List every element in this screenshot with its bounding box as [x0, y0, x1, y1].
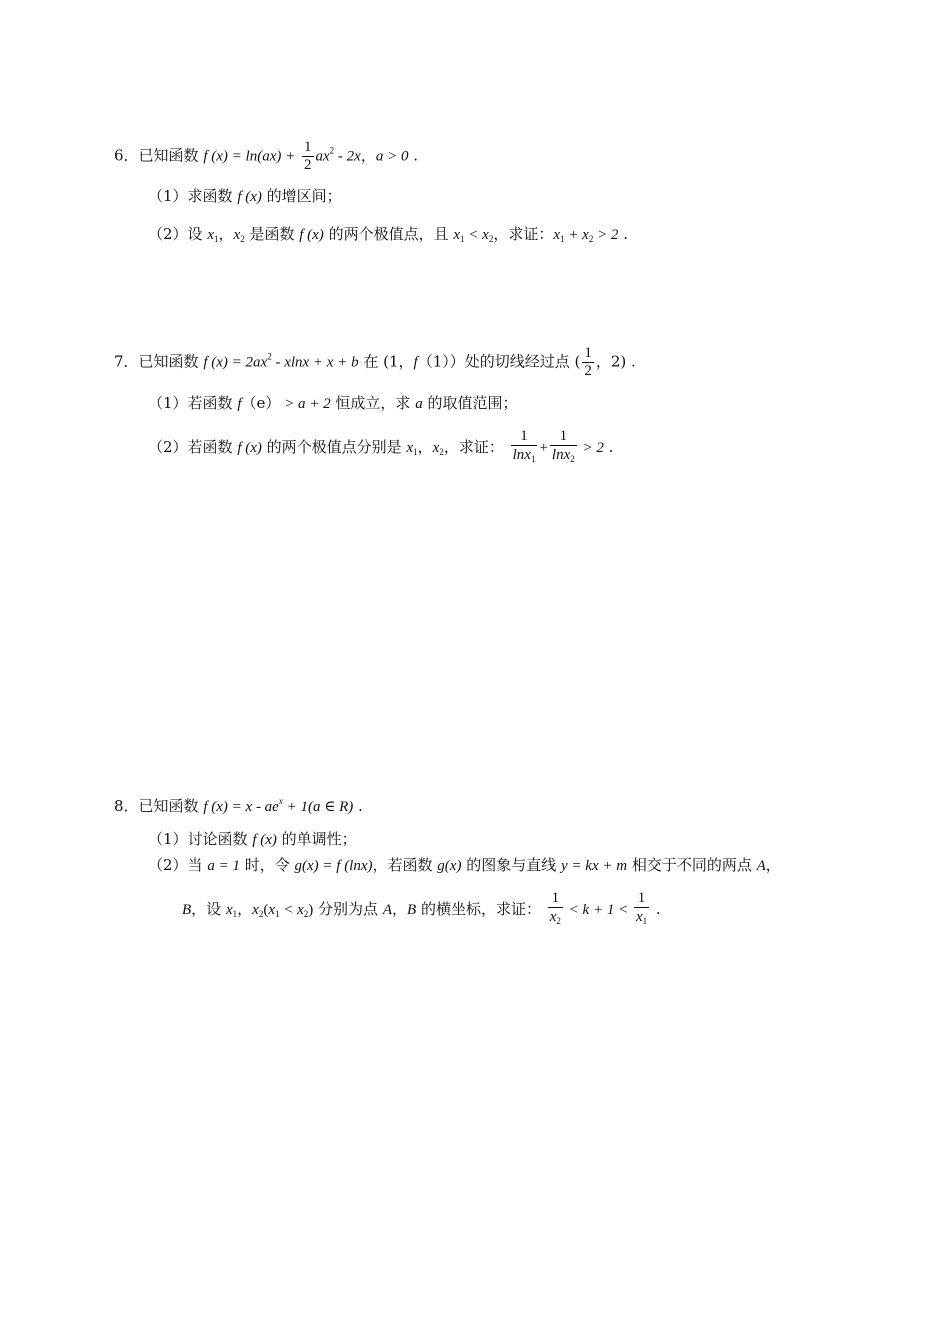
stem-text: 已知函数	[138, 146, 199, 165]
fraction-1-over-lnx2: $\frac{1}{\ln x_2}$	[551, 428, 575, 464]
function-definition: f (x) = x - ae	[203, 799, 279, 815]
fraction-1-over-lnx1: $\frac{1}{\ln x_1}$	[512, 428, 536, 464]
problem-8-part-2-line-1: （2）当 a = 1 时，令 g(x) = f (lnx)，若函数 g(x) 的图象与直线 y = kx + m 相交于不同的两点 A，	[148, 856, 781, 874]
problem-8-part-2-line-2: B，设 $x_1$，$x_2(x_1 < x_2)$ 分别为点 A，B 的横坐标，求证： $\frac{1}{x_2}$ < k + 1 < $\frac{1}{x_1}$ .	[182, 890, 661, 930]
problem-number: 8．	[114, 797, 139, 815]
fraction-1-over-x2: $\frac{1}{x_2}$	[549, 890, 561, 926]
problem-number: 6．	[114, 146, 139, 165]
function-definition: f (x) = 2ax	[203, 354, 268, 371]
function-definition: f (x) = ln(ax) +	[203, 148, 296, 165]
fraction-one-half: $\frac{1}{2}$	[304, 139, 312, 173]
fraction-one-half: $\frac{1}{2}$	[584, 345, 592, 379]
problem-7-part-1: （1）若函数 f（e） > a + 2 恒成立，求 a 的取值范围；	[148, 394, 518, 412]
problem-7-stem: 7．已知函数 f $(x) = 2ax^2 - xlnx + x + b$ 在 (1，f（1））处的切线经过点 ( $\frac{1}{2}$ ，2) .	[114, 345, 636, 379]
problem-6-stem: 6．已知函数 f (x) = ln(ax) + $\frac{1}{2}$ $ax^2 - 2x$，a > 0 .	[114, 139, 419, 173]
problem-8-part-1: （1）讨论函数 f (x) 的单调性；	[148, 830, 357, 848]
fraction-1-over-x1: $\frac{1}{x_1}$	[635, 890, 648, 926]
problem-6-part-1: （1）求函数 f (x) 的增区间；	[148, 187, 342, 205]
condition: a > 0	[375, 148, 409, 165]
problem-7-part-2: （2）若函数 f (x) 的两个极值点分别是 $x_1$，$x_2$，求证： $\frac{1}{\ln x_1}$ + $\frac{1}{\ln x_2}$ > 2 .	[148, 428, 613, 468]
problem-number: 7．	[114, 352, 139, 371]
problem-6-part-2: （2）设 $x_1$，$x_2$ 是函数 f (x) 的两个极值点，且 $x_1 < x_2$，求证：$x_1 + x_2 > 2$ .	[148, 225, 628, 244]
problem-8-stem: 8．已知函数 f $(x) = x - ae^x + 1(a$ ∈ R) .	[114, 796, 363, 815]
